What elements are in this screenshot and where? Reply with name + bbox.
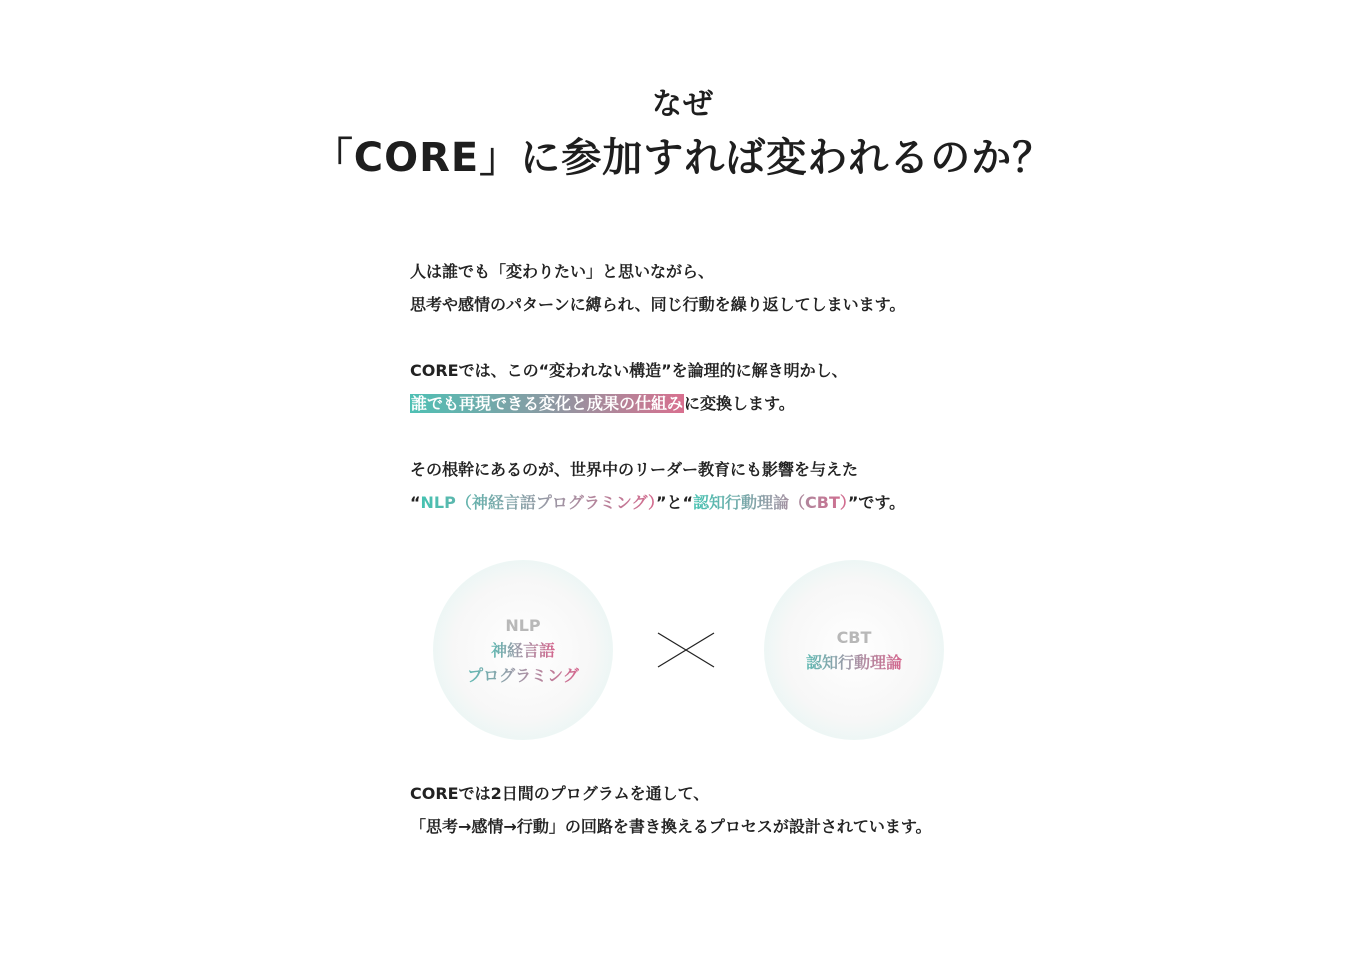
paragraph-3-line-1: その根幹にあるのが、世界中のリーダー教育にも影響を与えた [410, 460, 859, 479]
nlp-name-line-1: 神経言語 [491, 638, 555, 663]
cbt-abbr: CBT [836, 628, 872, 647]
highlight-phrase: 誰でも再現できる変化と成果の仕組み [411, 394, 684, 413]
program-text [410, 777, 932, 843]
nlp-term: NLP（神経言語プログラミング） [420, 493, 656, 512]
intro-text [410, 255, 1030, 552]
paragraph-1-line-1: 人は誰でも「変わりたい」と思いながら、 [410, 262, 715, 281]
nlp-name-line-2: プログラミング [467, 663, 579, 688]
heading-line-why: なぜ [652, 87, 714, 122]
cbt-term: 認知行動理論（CBT） [693, 493, 848, 512]
section-heading [0, 86, 1366, 190]
paragraph-3 [410, 453, 1030, 519]
paragraph-3-line-2 [410, 486, 1030, 519]
paragraph-4-line-1: COREでは2日間のプログラムを通して、 [410, 784, 710, 803]
cbt-circle [764, 560, 944, 740]
paragraph-3-end: ”です。 [847, 493, 906, 512]
multiply-icon [657, 632, 715, 668]
nlp-abbr: NLP [505, 615, 541, 635]
paragraph-2 [410, 354, 1030, 420]
paragraph-2-line-2 [410, 387, 1030, 420]
heading-line-main: 「CORE」に参加すれば変われるのか？ [312, 135, 1054, 181]
paragraph-1-line-2: 思考や感情のパターンに縛られ、同じ行動を繰り返してしまいます。 [410, 295, 906, 314]
paragraph-1 [410, 255, 1030, 321]
paragraph-2-line-1: COREでは、この“変われない構造”を論理的に解き明かし、 [410, 361, 848, 380]
paragraph-2-line-2-rest: に変換します。 [684, 394, 795, 413]
open-quote: “ [410, 493, 421, 512]
quote-connector: ”と“ [656, 493, 694, 512]
paragraph-4-line-2: 「思考→感情→行動」の回路を書き換えるプロセスが設計されています。 [410, 817, 932, 836]
nlp-circle [433, 560, 613, 740]
cbt-name: 認知行動理論 [806, 650, 902, 675]
